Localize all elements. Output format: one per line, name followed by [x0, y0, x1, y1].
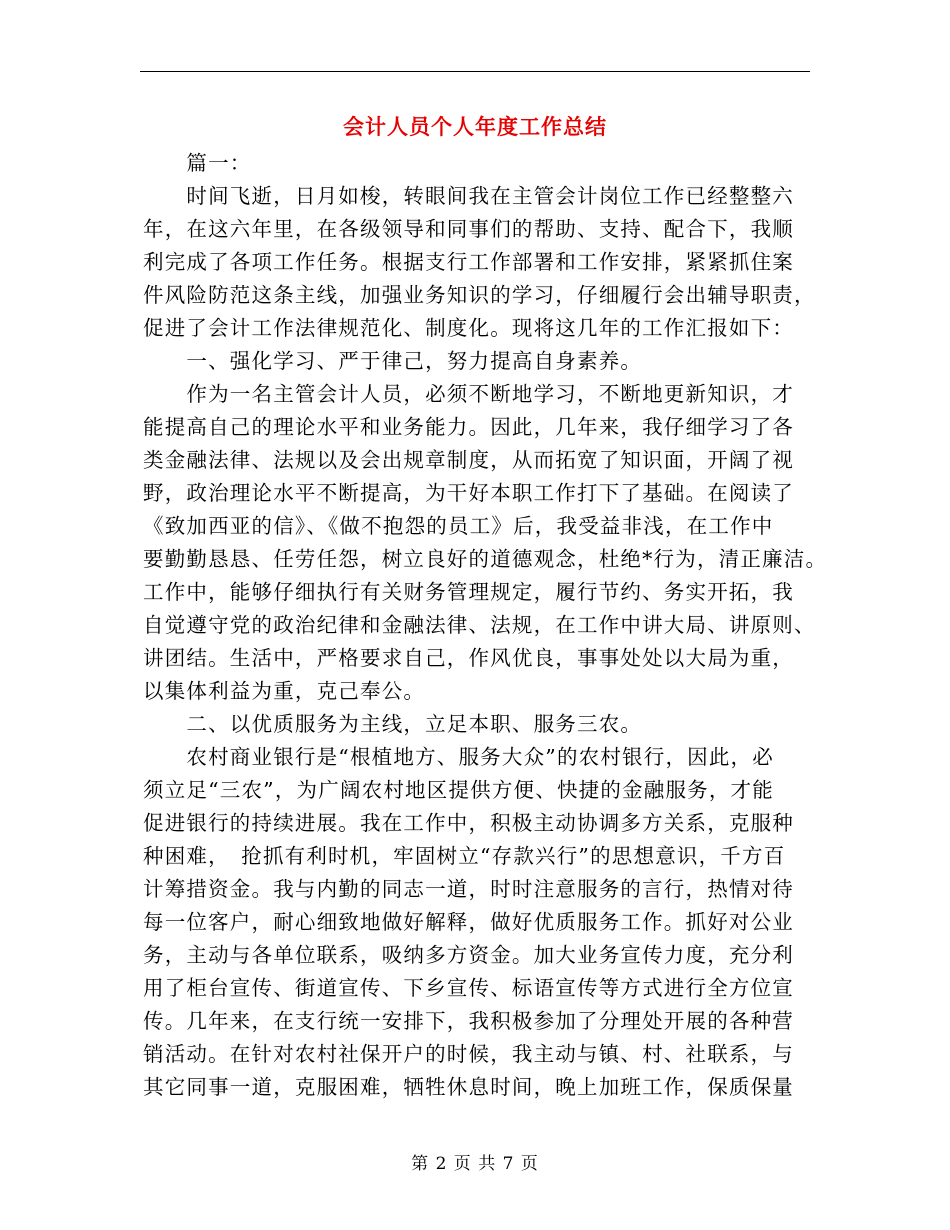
body-line: 时间飞逝，日月如梭，转眼间我在主管会计岗位工作已经整整六	[143, 184, 794, 208]
body-line: 讲团结。生活中，严格要求自己，作风优良，事事处处以大局为重，	[143, 646, 794, 670]
body-line: 种困难， 抢抓有利时机，牢固树立“存款兴行”的思想意识，千方百	[143, 844, 786, 868]
body-line: 自觉遵守党的政治纪律和金融法律、法规，在工作中讲大局、讲原则、	[143, 613, 816, 637]
header-rule	[140, 71, 810, 72]
body-line: 类金融法律、法规以及会出规章制度，从而拓宽了知识面，开阔了视	[143, 448, 794, 472]
body-line: 件风险防范这条主线，加强业务知识的学习，仔细履行会出辅导职责，	[143, 283, 816, 307]
body-line: 能提高自己的理论水平和业务能力。因此，几年来，我仔细学习了各	[143, 415, 794, 439]
body-line: 年，在这六年里，在各级领导和同事们的帮助、支持、配合下，我顺	[143, 217, 794, 241]
section-heading: 一、强化学习、严于律己，努力提高自身素养。	[143, 349, 643, 373]
body-line: 务，主动与各单位联系，吸纳多方资金。加大业务宣传力度，充分利	[143, 943, 794, 967]
body-line: 计筹措资金。我与内勤的同志一道，时时注意服务的言行，热情对待	[143, 877, 794, 901]
body-line: 农村商业银行是“根植地方、服务大众”的农村银行，因此，必	[143, 745, 774, 769]
body-line: 篇一：	[143, 151, 252, 175]
body-line: 促进银行的持续进展。我在工作中，积极主动协调多方关系，克服种	[143, 811, 794, 835]
body-line: 作为一名主管会计人员，必须不断地学习，不断地更新知识，才	[143, 382, 794, 406]
body-line: 其它同事一道，克服困难，牺牲休息时间，晚上加班工作，保质保量	[143, 1075, 794, 1099]
body-line: 《致加西亚的信》、《做不抱怨的员工》后，我受益非浅，在工作中	[143, 514, 774, 538]
body-line: 野，政治理论水平不断提高，为干好本职工作打下了基础。在阅读了	[143, 481, 794, 505]
body-line: 须立足“三农”，为广阔农村地区提供方便、快捷的金融服务，才能	[143, 778, 774, 802]
section-heading: 二、以优质服务为主线，立足本职、服务三农。	[143, 712, 643, 736]
document-title: 会计人员个人年度工作总结	[343, 114, 607, 139]
body-line: 要勤勤恳恳、任劳任怨，树立良好的道德观念，杜绝*行为，清正廉洁。	[143, 547, 828, 571]
body-line: 利完成了各项工作任务。根据支行工作部署和工作安排，紧紧抓住案	[143, 250, 794, 274]
page-number: 第 2 页 共 7 页	[411, 1154, 539, 1174]
body-line: 销活动。在针对农村社保开户的时候，我主动与镇、村、社联系，与	[143, 1042, 794, 1066]
body-line: 以集体利益为重，克己奉公。	[143, 679, 426, 703]
body-line: 促进了会计工作法律规范化、制度化。现将这几年的工作汇报如下：	[143, 316, 794, 340]
body-line: 工作中，能够仔细执行有关财务管理规定，履行节约、务实开拓，我	[143, 580, 794, 604]
body-line: 传。几年来，在支行统一安排下，我积极参加了分理处开展的各种营	[143, 1009, 794, 1033]
body-line: 用了柜台宣传、街道宣传、下乡宣传、标语宣传等方式进行全方位宣	[143, 976, 794, 1000]
body-line: 每一位客户，耐心细致地做好解释，做好优质服务工作。抓好对公业	[143, 910, 794, 934]
